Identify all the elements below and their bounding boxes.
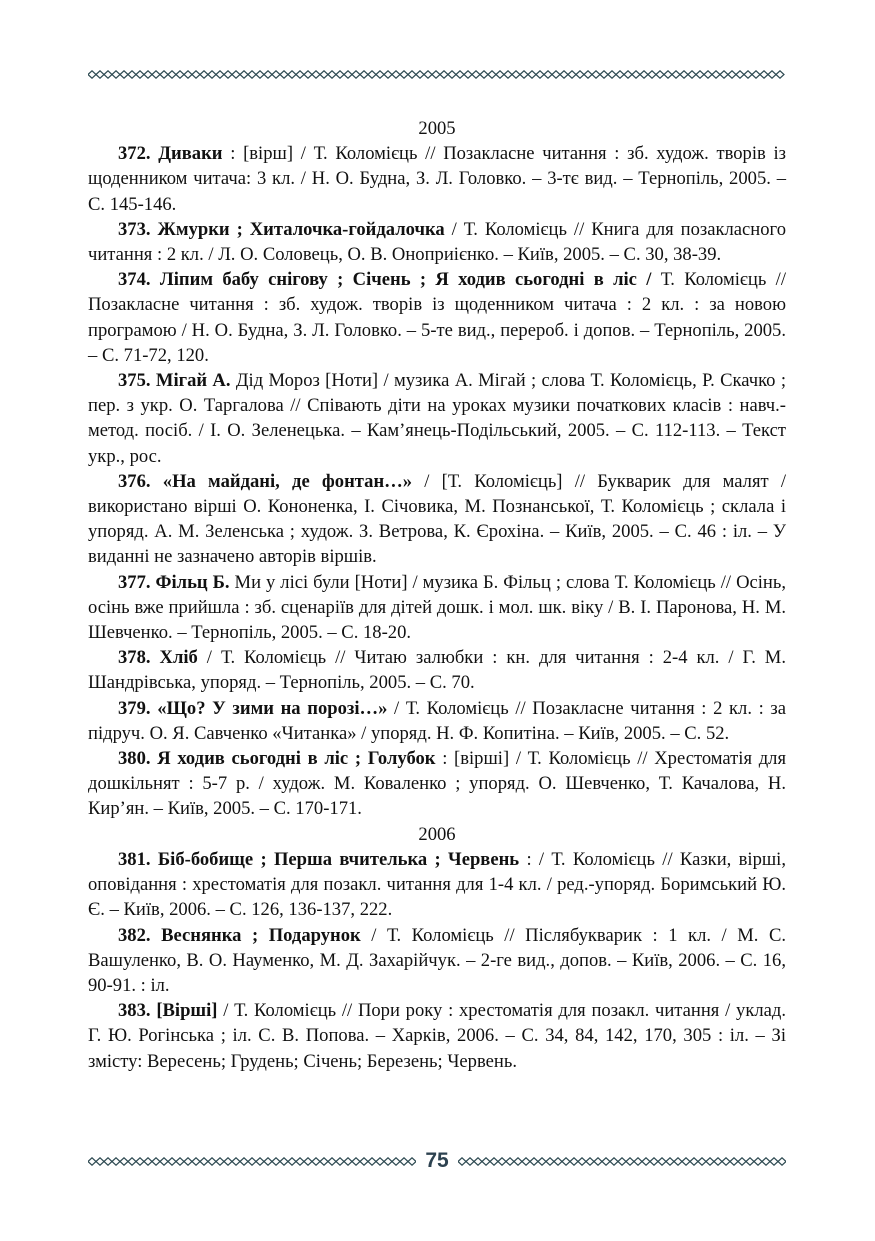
ornament-diamond [730, 1158, 738, 1165]
ornament-diamond [120, 1158, 128, 1165]
ornament-diamond [104, 71, 112, 78]
ornament-diamond [272, 71, 280, 78]
entry-number: 379. [118, 697, 151, 719]
ornament-diamond [522, 1158, 530, 1165]
ornament-diamond [208, 1158, 216, 1165]
ornament-diamond [336, 71, 344, 78]
ornament-diamond [232, 1158, 240, 1165]
entry-number: 372. [118, 143, 151, 165]
ornament-diamond [706, 1158, 714, 1165]
bottom-left-ornament-border [88, 1157, 416, 1166]
ornament-diamond [312, 71, 320, 78]
ornament-diamond [264, 71, 272, 78]
ornament-diamond [144, 71, 152, 78]
entry-text: Дід Мороз [Ноти] / музика А. Мігай ; слова Т. Коломієць, Р. Скачко ; пер. з укр. О. Таргалова // Співають діти на уроках музики початкових класів : навч.-метод. посіб. / І. О. Зеленецька. – Кам’янець-Подільський, 2005. – С. 112-113. – Текст укр., рос. [88, 370, 786, 467]
ornament-diamond [760, 71, 768, 78]
entry-375 [88, 368, 786, 469]
ornament-diamond [738, 1158, 746, 1165]
ornament-diamond [184, 71, 192, 78]
ornament-diamond [152, 71, 160, 78]
ornament-diamond [136, 71, 144, 78]
entry-title: «На майдані, де фонтан…» [162, 470, 413, 492]
entry-379 [88, 696, 786, 746]
entry-title: Диваки [158, 143, 223, 165]
ornament-diamond [176, 1158, 184, 1165]
ornament-diamond [632, 71, 640, 78]
ornament-diamond [482, 1158, 490, 1165]
ornament-diamond [248, 1158, 256, 1165]
ornament-diamond [280, 71, 288, 78]
ornament-diamond [634, 1158, 642, 1165]
ornament-diamond [584, 71, 592, 78]
entry-title: [Вірші] [156, 1000, 218, 1022]
ornament-diamond [570, 1158, 578, 1165]
entry-380 [88, 746, 786, 822]
ornament-diamond [216, 1158, 224, 1165]
entry-377 [88, 570, 786, 646]
entry-text: / Т. Коломієць // Пори року : хрестоматія для позакл. читання / уклад. Г. Ю. Рогінська ; іл. С. В. Попова. – Харків, 2006. – С. 34, 84, 142, 170, 305 : іл. – Зі змісту: Вересень; Грудень; Січень; Березень; Червень. [88, 1000, 787, 1072]
ornament-diamond [658, 1158, 666, 1165]
entry-number: 378. [118, 647, 151, 669]
ornament-diamond [336, 1158, 344, 1165]
entry-title: Мігай А. [155, 370, 231, 392]
entry-title: Жмурки ; Хиталочка-гойдалочка [157, 218, 445, 240]
ornament-diamond [384, 1158, 392, 1165]
entry-378 [88, 645, 786, 695]
ornament-diamond [776, 71, 784, 78]
ornament-diamond [168, 71, 176, 78]
entry-number: 373. [118, 218, 151, 240]
ornament-diamond [498, 1158, 506, 1165]
ornament-diamond [490, 1158, 498, 1165]
ornament-diamond [626, 1158, 634, 1165]
ornament-diamond [160, 71, 168, 78]
ornament-diamond [648, 71, 656, 78]
ornament-diamond [664, 71, 672, 78]
ornament-diamond [152, 1158, 160, 1165]
ornament-diamond [464, 71, 472, 78]
ornament-diamond [192, 1158, 200, 1165]
ornament-diamond [360, 71, 368, 78]
entry-text: : [вірш] / Т. Коломієць // Позакласне читання : зб. худож. творів із щоденником читача: 3 кл. / Н. О. Будна, З. Л. Головко. – 3-тє вид. – Тернопіль, 2005. – С. 145-146. [88, 143, 786, 215]
ornament-diamond [618, 1158, 626, 1165]
entry-text: / [Т. Коломієць] // Букварик для малят / використано вірші О. Кононенка, І. Січовика, М. Познанської, Т. Коломієць ; склала і упоряд. А. М. Зеленська ; худож. З. Ветрова, К. Єрохіна. – Київ, 2005. – С. 46 : іл. – У виданні не зазначено авторів віршів. [88, 470, 787, 568]
entry-382 [88, 923, 786, 999]
entry-number: 382. [118, 924, 151, 946]
ornament-diamond [120, 71, 128, 78]
ornament-diamond [440, 71, 448, 78]
entry-text: Ми у лісі були [Ноти] / музика Б. Фільц ; слова Т. Коломієць // Осінь, осінь вже прийшла : зб. сценаріїв для дітей дошк. і мол. шк. віку / В. І. Паронова, Н. М. Шевченко. – Тернопіль, 2005. – С. 18-20. [88, 571, 786, 644]
ornament-diamond [288, 1158, 296, 1165]
ornament-diamond [320, 1158, 328, 1165]
ornament-diamond [208, 71, 216, 78]
ornament-diamond [624, 71, 632, 78]
entry-title: Біб-бобище ; Перша вчителька ; Червень [157, 848, 520, 870]
ornament-diamond [360, 1158, 368, 1165]
ornament-diamond [592, 71, 600, 78]
ornament-diamond [576, 71, 584, 78]
ornament-diamond [112, 1158, 120, 1165]
entry-text: / Т. Коломієць // Читаю залюбки : кн. для читання : 2-4 кл. / Г. М. Шандрівська, упоряд. – Тернопіль, 2005. – С. 70. [88, 647, 786, 694]
ornament-diamond [530, 1158, 538, 1165]
ornament-diamond [682, 1158, 690, 1165]
entry-372 [88, 141, 786, 217]
ornament-diamond [320, 71, 328, 78]
ornament-diamond [656, 71, 664, 78]
ornament-diamond [504, 71, 512, 78]
ornament-diamond [552, 71, 560, 78]
ornament-diamond [480, 71, 488, 78]
ornament-diamond [88, 1158, 96, 1165]
bibliography-list [88, 116, 786, 1074]
ornament-diamond [256, 71, 264, 78]
ornament-diamond [304, 1158, 312, 1165]
ornament-diamond [512, 71, 520, 78]
ornament-diamond [184, 1158, 192, 1165]
ornament-diamond [296, 71, 304, 78]
ornament-diamond [562, 1158, 570, 1165]
ornament-diamond [506, 1158, 514, 1165]
ornament-diamond [144, 1158, 152, 1165]
bottom-right-ornament-border [458, 1157, 786, 1166]
entry-number: 381. [118, 848, 151, 870]
ornament-diamond [688, 71, 696, 78]
ornament-diamond [344, 71, 352, 78]
ornament-diamond [720, 71, 728, 78]
entry-text: Т. Коломієць // Позакласне читання : зб. худож. творів із щоденником читача : 2 кл. : за новою програмою / Н. О. Будна, З. Л. Головко. – 5-те вид., перероб. і допов. – Тернопіль, 2005. – С. 71-72, 120. [88, 269, 786, 366]
ornament-diamond [546, 1158, 554, 1165]
ornament-diamond [432, 71, 440, 78]
year-heading-2006: 2006 [418, 823, 456, 845]
ornament-diamond [594, 1158, 602, 1165]
ornament-diamond [714, 1158, 722, 1165]
ornament-diamond [424, 71, 432, 78]
ornament-diamond [376, 71, 384, 78]
ornament-diamond [96, 71, 104, 78]
ornament-diamond [384, 71, 392, 78]
entry-title: Ліпим бабу снігову ; Січень ; Я ходив сьогодні в ліс / [159, 269, 652, 291]
year-heading-2005: 2005 [418, 118, 456, 139]
ornament-diamond [368, 71, 376, 78]
ornament-diamond [538, 1158, 546, 1165]
ornament-diamond [112, 71, 120, 78]
entry-number: 377. [118, 571, 151, 593]
ornament-diamond [456, 71, 464, 78]
ornament-diamond [216, 71, 224, 78]
ornament-diamond [232, 71, 240, 78]
ornament-diamond [458, 1158, 466, 1165]
ornament-diamond [496, 71, 504, 78]
ornament-diamond [168, 1158, 176, 1165]
ornament-diamond [690, 1158, 698, 1165]
top-ornament-border [88, 70, 786, 79]
ornament-diamond [224, 1158, 232, 1165]
page-number: 75 [425, 1149, 449, 1172]
ornament-diamond [578, 1158, 586, 1165]
ornament-diamond [200, 71, 208, 78]
ornament-diamond [128, 71, 136, 78]
ornament-diamond [368, 1158, 376, 1165]
ornament-diamond [416, 71, 424, 78]
ornament-diamond [640, 71, 648, 78]
entry-text: : / Т. Коломієць // Казки, вірші, оповідання : хрестоматія для позакл. читання для 1-4 кл. / ред.-упоряд. Боримський Ю. Є. – Київ, 2006. – С. 126, 136-137, 222. [88, 848, 787, 921]
ornament-diamond [376, 1158, 384, 1165]
ornament-diamond [736, 71, 744, 78]
ornament-diamond [448, 71, 456, 78]
ornament-diamond [96, 1158, 104, 1165]
ornament-diamond [296, 1158, 304, 1165]
ornament-diamond [312, 1158, 320, 1165]
ornament-diamond [560, 71, 568, 78]
ornament-diamond [554, 1158, 562, 1165]
ornament-diamond [746, 1158, 754, 1165]
entry-374 [88, 267, 786, 368]
ornament-diamond [722, 1158, 730, 1165]
ornament-diamond [754, 1158, 762, 1165]
entry-number: 374. [118, 269, 151, 291]
entry-number: 383. [118, 1000, 151, 1022]
ornament-diamond [408, 1158, 416, 1165]
ornament-diamond [520, 71, 528, 78]
entry-title: «Що? У зими на порозі…» [157, 697, 388, 719]
ornament-diamond [752, 71, 760, 78]
entry-381 [88, 847, 786, 923]
ornament-diamond [466, 1158, 474, 1165]
ornament-diamond [762, 1158, 770, 1165]
ornament-diamond [264, 1158, 272, 1165]
ornament-diamond [88, 71, 96, 78]
ornament-diamond [586, 1158, 594, 1165]
entry-text: / Т. Коломієць // Позакласне читання : 2 кл. : за підруч. О. Я. Савченко «Читанка» / упоряд. Н. Ф. Копитіна. – Київ, 2005. – С. 52. [88, 697, 786, 744]
entry-text: / Т. Коломієць // Післябукварик : 1 кл. / М. С. Вашуленко, В. О. Науменко, М. Д. Захарійчук. – 2-ге вид., допов. – Київ, 2006. – С. 16, 90-91. : іл. [88, 924, 786, 996]
entry-title: Я ходив сьогодні в ліс ; Голубок [157, 748, 436, 770]
entry-383 [88, 998, 786, 1074]
ornament-diamond [248, 71, 256, 78]
ornament-diamond [680, 71, 688, 78]
ornament-diamond [160, 1158, 168, 1165]
ornament-diamond [352, 71, 360, 78]
ornament-diamond [176, 71, 184, 78]
ornament-diamond [192, 71, 200, 78]
entry-title: Веснянка ; Подарунок [161, 924, 361, 946]
ornament-diamond [304, 71, 312, 78]
entry-number: 376. [118, 470, 151, 492]
entry-title: Фільц Б. [155, 571, 230, 593]
ornament-diamond [610, 1158, 618, 1165]
ornament-diamond [474, 1158, 482, 1165]
ornament-diamond [744, 71, 752, 78]
ornament-diamond [200, 1158, 208, 1165]
ornament-diamond [472, 71, 480, 78]
ornament-diamond [704, 71, 712, 78]
ornament-diamond [602, 1158, 610, 1165]
ornament-diamond [280, 1158, 288, 1165]
ornament-diamond [392, 1158, 400, 1165]
entry-373 [88, 217, 786, 267]
ornament-diamond [728, 71, 736, 78]
ornament-diamond [408, 71, 416, 78]
ornament-diamond [544, 71, 552, 78]
ornament-diamond [400, 71, 408, 78]
ornament-diamond [104, 1158, 112, 1165]
ornament-diamond [608, 71, 616, 78]
entry-title: Хліб [159, 647, 198, 669]
entry-376 [88, 469, 786, 570]
ornament-diamond [778, 1158, 786, 1165]
ornament-diamond [698, 1158, 706, 1165]
ornament-diamond [392, 71, 400, 78]
ornament-diamond [600, 71, 608, 78]
ornament-diamond [256, 1158, 264, 1165]
ornament-diamond [536, 71, 544, 78]
ornament-diamond [136, 1158, 144, 1165]
ornament-diamond [344, 1158, 352, 1165]
ornament-diamond [528, 71, 536, 78]
ornament-diamond [768, 71, 776, 78]
ornament-diamond [128, 1158, 136, 1165]
ornament-diamond [712, 71, 720, 78]
ornament-diamond [352, 1158, 360, 1165]
ornament-diamond [328, 1158, 336, 1165]
ornament-diamond [672, 71, 680, 78]
ornament-diamond [568, 71, 576, 78]
ornament-diamond [240, 71, 248, 78]
ornament-diamond [674, 1158, 682, 1165]
ornament-diamond [666, 1158, 674, 1165]
ornament-diamond [514, 1158, 522, 1165]
ornament-diamond [224, 71, 232, 78]
ornament-diamond [328, 71, 336, 78]
entry-number: 380. [118, 748, 151, 770]
ornament-diamond [288, 71, 296, 78]
ornament-diamond [400, 1158, 408, 1165]
entry-text: / Т. Коломієць // Книга для позакласного читання : 2 кл. / Л. О. Соловець, О. В. Оноприієнко. – Київ, 2005. – С. 30, 38-39. [88, 218, 786, 266]
entry-number: 375. [118, 370, 151, 392]
ornament-diamond [488, 71, 496, 78]
ornament-diamond [650, 1158, 658, 1165]
ornament-diamond [770, 1158, 778, 1165]
ornament-diamond [616, 71, 624, 78]
ornament-diamond [696, 71, 704, 78]
ornament-diamond [272, 1158, 280, 1165]
entry-text: : [вірші] / Т. Коломієць // Хрестоматія для дошкільнят : 5-7 р. / худож. М. Коваленко ; упоряд. О. Шевченко, Т. Качалова, Н. Кир’ян. – Київ, 2005. – С. 170-171. [88, 748, 786, 820]
ornament-diamond [240, 1158, 248, 1165]
ornament-diamond [642, 1158, 650, 1165]
